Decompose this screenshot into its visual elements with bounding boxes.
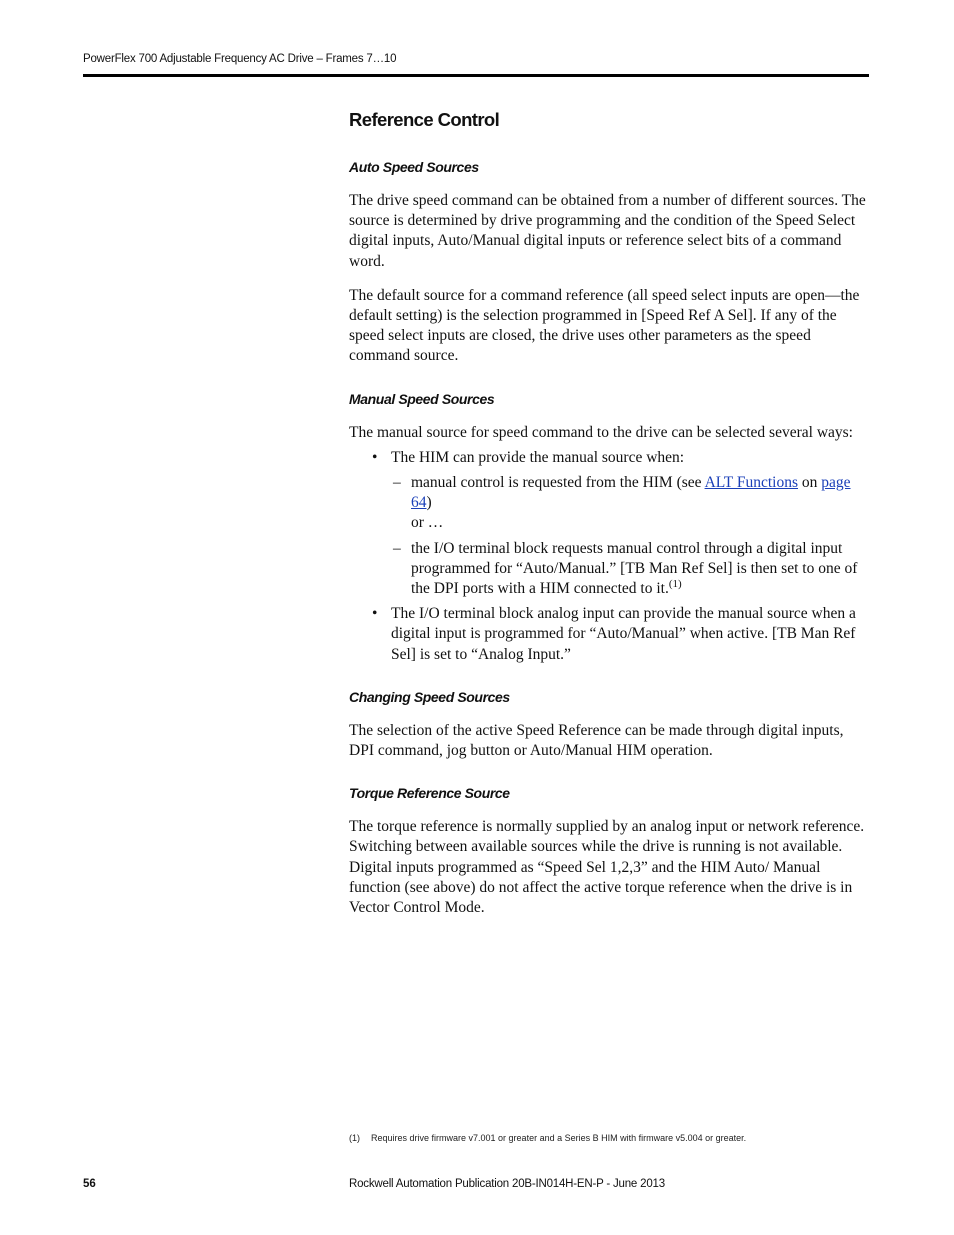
manual-speed-heading: Manual Speed Sources bbox=[349, 390, 495, 407]
auto-speed-paragraph-1: The drive speed command can be obtained from a number of different sources. The source is determined by drive programming and the condition of the Speed Select digital inputs, Auto/Manual digital inputs or reference select bits of a command word. bbox=[349, 192, 866, 270]
section-title: Reference Control bbox=[349, 109, 500, 130]
alt-functions-link[interactable]: ALT Functions bbox=[704, 474, 799, 492]
auto-speed-paragraph-2: The default source for a command reference (all speed select inputs are open—the default setting) is the selection programmed in [Speed Ref A Sel]. If any of the speed select inputs are closed, the drive uses other parameters as the speed command source. bbox=[349, 286, 860, 365]
main-content bbox=[349, 104, 869, 918]
torque-reference-heading: Torque Reference Source bbox=[349, 785, 510, 802]
list-item bbox=[391, 473, 869, 534]
list-item bbox=[391, 539, 869, 600]
running-header: PowerFlex 700 Adjustable Frequency AC Drive – Frames 7…10 bbox=[83, 53, 397, 65]
bullet-text: The HIM can provide the manual source when: bbox=[391, 448, 685, 466]
dash-text: manual control is requested from the HIM (see bbox=[411, 474, 705, 492]
dash-marker: – bbox=[393, 474, 401, 492]
bullet-marker: • bbox=[372, 448, 378, 466]
footnote-text: Requires drive firmware v7.001 or greater and a Series B HIM with firmware v5.004 or greater. bbox=[371, 1133, 747, 1143]
footnote bbox=[349, 1133, 746, 1143]
bullet-marker: • bbox=[372, 605, 378, 623]
list-item bbox=[349, 604, 869, 665]
changing-speed-paragraph: The selection of the active Speed Reference can be made through digital inputs, DPI command, jog button or Auto/Manual HIM operation. bbox=[349, 721, 844, 760]
publication-footer: Rockwell Automation Publication 20B-IN014H-EN-P - June 2013 bbox=[349, 1178, 665, 1190]
footnote-reference: (1) bbox=[668, 578, 682, 591]
dash-marker: – bbox=[393, 539, 401, 557]
dash-text: on bbox=[798, 474, 822, 492]
footnote-number: (1) bbox=[349, 1133, 360, 1143]
page-number: 56 bbox=[83, 1178, 96, 1190]
auto-speed-heading: Auto Speed Sources bbox=[349, 159, 479, 175]
header-rule bbox=[83, 74, 869, 77]
dash-text: the I/O terminal block requests manual control through a digital input programmed for “Auto/Manual.” [TB Man Ref Sel] is then set to one of the DPI ports with a HIM connected to it. bbox=[411, 539, 858, 598]
page-64-link[interactable]: page 64 bbox=[411, 474, 851, 512]
list-item bbox=[349, 448, 869, 599]
him-conditions-list bbox=[391, 473, 869, 599]
manual-speed-intro: The manual source for speed command to the drive can be selected several ways: bbox=[349, 423, 853, 441]
manual-source-list bbox=[349, 448, 869, 665]
torque-reference-paragraph: The torque reference is normally supplied by an analog input or network reference. Switching between available sources while the drive is running is not available. Digital inputs programmed as “Speed Sel 1,2,3” and the HIM Auto/ Manual function (see above) do not affect the active torque reference when the drive is in Vector Control Mode. bbox=[349, 818, 865, 917]
bullet-text: The I/O terminal block analog input can provide the manual source when a digital input is programmed for “Auto/Manual” when active. [TB Man Ref Sel] is set to “Analog Input.” bbox=[391, 605, 856, 663]
changing-speed-heading: Changing Speed Sources bbox=[349, 688, 510, 705]
or-text: or … bbox=[411, 514, 444, 532]
dash-text: ) bbox=[426, 494, 432, 512]
